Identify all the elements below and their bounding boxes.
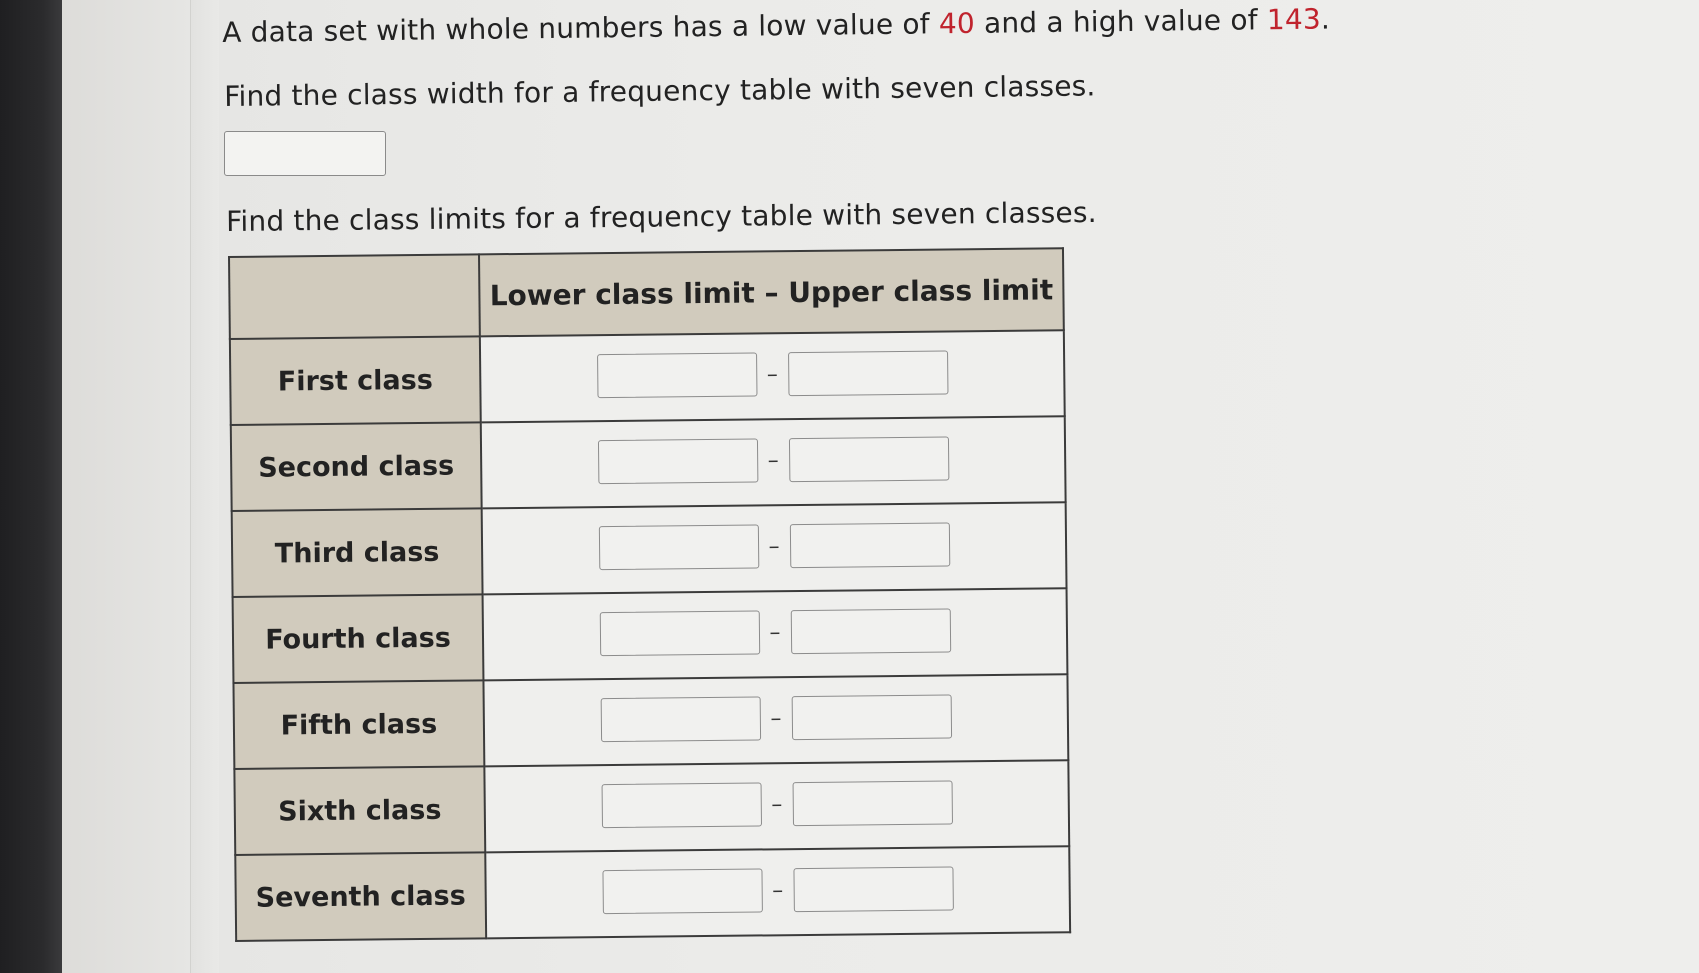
upper-limit-input[interactable] [790, 608, 950, 654]
upper-limit-input[interactable] [793, 866, 953, 912]
class-width-input[interactable] [224, 131, 386, 176]
limit-separator: – [772, 877, 784, 903]
row-label: Seventh class [235, 852, 486, 941]
row-label: First class [230, 336, 481, 425]
upper-limit-input[interactable] [791, 694, 951, 740]
table-header-row [229, 248, 1064, 339]
row-label: Fifth class [233, 680, 484, 769]
row-label: Third class [232, 508, 483, 597]
monitor-bezel [0, 0, 62, 973]
limits-header: Lower class limit – Upper class limit [479, 248, 1064, 336]
row-label: Sixth class [234, 766, 485, 855]
limits-cell [484, 760, 1069, 852]
panel-divider [190, 0, 219, 973]
class-limits-prompt: Find the class limits for a frequency table with seven classes. [226, 195, 1097, 238]
table-row [235, 846, 1070, 941]
upper-limit-input[interactable] [789, 522, 949, 568]
lower-limit-input[interactable] [597, 438, 757, 484]
row-label: Fourth class [233, 594, 484, 683]
high-value: 143 [1266, 2, 1322, 37]
limits-cell [482, 502, 1067, 594]
limit-separator: – [767, 447, 779, 473]
limits-cell [483, 674, 1068, 766]
limits-cell [485, 846, 1070, 938]
table-row [233, 588, 1068, 683]
upper-limit-input[interactable] [792, 780, 952, 826]
question-suffix: . [1320, 2, 1331, 36]
limit-separator: – [769, 619, 781, 645]
question-middle: and a high value of [974, 3, 1268, 40]
table-row [232, 502, 1067, 597]
limit-separator: – [768, 533, 780, 559]
limits-cell [480, 330, 1065, 422]
table-row [234, 760, 1069, 855]
limit-separator: – [771, 791, 783, 817]
lower-limit-input[interactable] [602, 868, 762, 914]
lower-limit-input[interactable] [600, 696, 760, 742]
table-row [233, 674, 1068, 769]
lower-limit-input[interactable] [599, 610, 759, 656]
upper-limit-input[interactable] [788, 436, 948, 482]
row-label: Second class [231, 422, 482, 511]
table-row [230, 330, 1065, 425]
limit-separator: – [766, 361, 778, 387]
class-width-prompt: Find the class width for a frequency table with seven classes. [224, 69, 1096, 113]
question-prefix: A data set with whole numbers has a low value of [222, 7, 940, 49]
limits-cell [483, 588, 1068, 680]
table-row [231, 416, 1066, 511]
low-value: 40 [938, 6, 976, 41]
lower-limit-input[interactable] [597, 352, 757, 398]
upper-limit-input[interactable] [788, 350, 948, 396]
limits-cell [481, 416, 1066, 508]
corner-header [229, 254, 480, 339]
lower-limit-input[interactable] [601, 782, 761, 828]
frequency-table [228, 247, 1071, 942]
limit-separator: – [770, 705, 782, 731]
lower-limit-input[interactable] [598, 524, 758, 570]
